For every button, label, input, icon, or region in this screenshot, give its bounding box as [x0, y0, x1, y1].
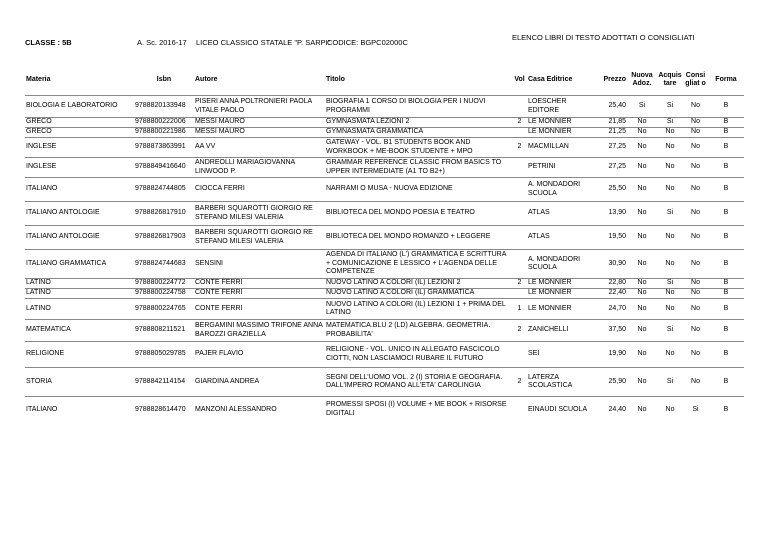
cell-materia: GRECO: [25, 118, 134, 128]
cell-acquis: No: [657, 128, 683, 138]
cell-prezzo: 25,50: [597, 178, 627, 202]
cell-prezzo: 22,80: [597, 279, 627, 289]
cell-titolo: SEGNI DELL'UOMO VOL. 2 (I) STORIA E GEOGRAFIA. DALL'IMPERO ROMANO ALL'ETA' CAROLINGIA: [325, 368, 512, 397]
cell-editrice: LE MONNIER: [527, 128, 597, 138]
cell-vol: [512, 397, 527, 423]
cell-autore: CONTE FERRI: [194, 279, 325, 289]
cell-isbn: 9788873863991: [134, 138, 194, 158]
cell-autore: CIOCCA FERRI: [194, 178, 325, 202]
cell-prezzo: 30,90: [597, 250, 627, 279]
cell-prezzo: 27,25: [597, 138, 627, 158]
cell-forma: B: [708, 202, 744, 226]
table-row: [25, 289, 744, 299]
cell-acquis: No: [657, 178, 683, 202]
table-row: [25, 299, 744, 320]
cell-vol: 2: [512, 138, 527, 158]
cell-editrice: EINAUDI SCUOLA: [527, 397, 597, 423]
cell-isbn: 9788820133948: [134, 96, 194, 118]
cell-nuova: No: [627, 320, 657, 342]
cell-nuova: No: [627, 118, 657, 128]
cell-titolo: NARRAMI O MUSA - NUOVA EDIZIONE: [325, 178, 512, 202]
col-prezzo: Prezzo: [603, 75, 626, 83]
table-row: [25, 250, 744, 279]
cell-consi: No: [683, 202, 708, 226]
cell-titolo: NUOVO LATINO A COLORI (IL) LEZIONI 1 + PRIMA DEL LATINO: [325, 299, 512, 320]
cell-forma: B: [708, 299, 744, 320]
class-label: CLASSE : 5B: [25, 38, 72, 47]
cell-isbn: 9788826817903: [134, 226, 194, 250]
col-forma: Forma: [715, 75, 737, 83]
cell-isbn: 9788849416640: [134, 158, 194, 178]
cell-vol: [512, 178, 527, 202]
cell-autore: BERGAMINI MASSIMO TRIFONE ANNA BAROZZI GRAZIELLA: [194, 320, 325, 342]
cell-editrice: LATERZA SCOLASTICA: [527, 368, 597, 397]
cell-acquis: Si: [657, 279, 683, 289]
cell-consi: No: [683, 158, 708, 178]
table-row: [25, 342, 744, 368]
cell-vol: [512, 202, 527, 226]
cell-editrice: MACMILLAN: [527, 138, 597, 158]
col-materia: Materia: [26, 75, 51, 83]
cell-autore: MESSI MAURO: [194, 118, 325, 128]
cell-editrice: A. MONDADORI SCUOLA: [527, 178, 597, 202]
cell-consi: No: [683, 96, 708, 118]
cell-nuova: No: [627, 289, 657, 299]
col-isbn: Isbn: [156, 75, 172, 83]
cell-materia: INGLESE: [25, 138, 134, 158]
school-name: LICEO CLASSICO STATALE "P. SARPI": [196, 38, 331, 47]
cell-autore: SENSINI: [194, 250, 325, 279]
cell-forma: B: [708, 226, 744, 250]
cell-acquis: Si: [657, 368, 683, 397]
col-titolo: Titolo: [326, 75, 345, 83]
cell-editrice: ATLAS: [527, 226, 597, 250]
cell-titolo: GYMNASMATA GRAMMATICA: [325, 128, 512, 138]
cell-vol: [512, 250, 527, 279]
cell-materia: LATINO: [25, 289, 134, 299]
cell-autore: MANZONI ALESSANDRO: [194, 397, 325, 423]
cell-editrice: ATLAS: [527, 202, 597, 226]
cell-consi: No: [683, 250, 708, 279]
table-row: [25, 226, 744, 250]
cell-prezzo: 37,50: [597, 320, 627, 342]
cell-materia: STORIA: [25, 368, 134, 397]
cell-prezzo: 22,40: [597, 289, 627, 299]
table-row: [25, 96, 744, 118]
cell-acquis: Si: [657, 202, 683, 226]
col-acquis: Acquis tare: [658, 71, 682, 87]
cell-prezzo: 13,90: [597, 202, 627, 226]
table-row: [25, 368, 744, 397]
cell-acquis: Si: [657, 96, 683, 118]
table-row: [25, 138, 744, 158]
cell-isbn: 9788826817910: [134, 202, 194, 226]
cell-forma: B: [708, 118, 744, 128]
cell-acquis: No: [657, 158, 683, 178]
cell-prezzo: 19,50: [597, 226, 627, 250]
cell-autore: PAJER FLAVIO: [194, 342, 325, 368]
cell-consi: Si: [683, 397, 708, 423]
cell-nuova: Si: [627, 96, 657, 118]
cell-acquis: No: [657, 226, 683, 250]
cell-editrice: SEI: [527, 342, 597, 368]
cell-consi: No: [683, 289, 708, 299]
table-row: [25, 128, 744, 138]
cell-editrice: PETRINI: [527, 158, 597, 178]
cell-acquis: No: [657, 138, 683, 158]
cell-acquis: No: [657, 250, 683, 279]
cell-forma: B: [708, 158, 744, 178]
cell-vol: [512, 289, 527, 299]
cell-isbn: 9788824744805: [134, 178, 194, 202]
cell-prezzo: 25,40: [597, 96, 627, 118]
cell-editrice: LOESCHER EDITORE: [527, 96, 597, 118]
cell-nuova: No: [627, 299, 657, 320]
cell-isbn: 9788805029785: [134, 342, 194, 368]
document-title: ELENCO LIBRI DI TESTO ADOTTATI O CONSIGLIATI: [512, 33, 695, 42]
cell-acquis: Si: [657, 320, 683, 342]
cell-forma: B: [708, 320, 744, 342]
table-row: [25, 397, 744, 423]
cell-forma: B: [708, 138, 744, 158]
table-row: [25, 320, 744, 342]
cell-vol: [512, 96, 527, 118]
cell-titolo: GYMNASMATA LEZIONI 2: [325, 118, 512, 128]
table-row: [25, 279, 744, 289]
cell-isbn: 9788800224772: [134, 279, 194, 289]
cell-forma: B: [708, 289, 744, 299]
cell-vol: 1: [512, 299, 527, 320]
cell-materia: ITALIANO: [25, 397, 134, 423]
cell-nuova: No: [627, 202, 657, 226]
cell-consi: No: [683, 178, 708, 202]
col-vol: Vol: [514, 75, 525, 83]
cell-nuova: No: [627, 342, 657, 368]
cell-prezzo: 21,85: [597, 118, 627, 128]
cell-autore: MESSI MAURO: [194, 128, 325, 138]
cell-prezzo: 19,90: [597, 342, 627, 368]
cell-isbn: 9788808211521: [134, 320, 194, 342]
cell-materia: LATINO: [25, 279, 134, 289]
cell-acquis: No: [657, 299, 683, 320]
cell-consi: No: [683, 342, 708, 368]
cell-forma: B: [708, 250, 744, 279]
cell-prezzo: 25,90: [597, 368, 627, 397]
cell-consi: No: [683, 279, 708, 289]
cell-forma: B: [708, 178, 744, 202]
cell-editrice: A. MONDADORI SCUOLA: [527, 250, 597, 279]
cell-vol: 2: [512, 118, 527, 128]
cell-forma: B: [708, 128, 744, 138]
cell-nuova: No: [627, 368, 657, 397]
cell-consi: No: [683, 299, 708, 320]
cell-consi: No: [683, 320, 708, 342]
cell-prezzo: 27,25: [597, 158, 627, 178]
cell-autore: ANDREOLLI MARIAGIOVANNA LINWOOD P.: [194, 158, 325, 178]
cell-autore: BARBERI SQUAROTTI GIORGIO RE STEFANO MILESI VALERIA: [194, 202, 325, 226]
cell-forma: B: [708, 397, 744, 423]
cell-prezzo: 24,70: [597, 299, 627, 320]
col-consi: Consi gliat o: [685, 71, 706, 87]
cell-nuova: No: [627, 138, 657, 158]
cell-acquis: Si: [657, 118, 683, 128]
cell-materia: ITALIANO GRAMMATICA: [25, 250, 134, 279]
cell-isbn: 9788800224765: [134, 299, 194, 320]
cell-forma: B: [708, 342, 744, 368]
cell-nuova: No: [627, 226, 657, 250]
cell-nuova: No: [627, 128, 657, 138]
cell-autore: AA VV: [194, 138, 325, 158]
school-year: A. Sc. 2016-17: [137, 38, 187, 47]
cell-titolo: GRAMMAR REFERENCE CLASSIC FROM BASICS TO UPPER INTERMEDIATE (A1 TO B2+): [325, 158, 512, 178]
cell-forma: B: [708, 96, 744, 118]
cell-titolo: GATEWAY - VOL. B1 STUDENTS BOOK AND WORKBOOK + ME-BOOK STUDENTE + MPO: [325, 138, 512, 158]
cell-materia: ITALIANO ANTOLOGIE: [25, 202, 134, 226]
cell-nuova: No: [627, 250, 657, 279]
cell-autore: GIARDINA ANDREA: [194, 368, 325, 397]
cell-acquis: No: [657, 289, 683, 299]
cell-prezzo: 21,25: [597, 128, 627, 138]
cell-autore: PISERI ANNA POLTRONIERI PAOLA VITALE PAOLO: [194, 96, 325, 118]
textbook-table: [25, 65, 744, 423]
cell-acquis: No: [657, 397, 683, 423]
cell-titolo: NUOVO LATINO A COLORI (IL) GRAMMATICA: [325, 289, 512, 299]
table-row: [25, 118, 744, 128]
cell-vol: [512, 128, 527, 138]
cell-materia: RELIGIONE: [25, 342, 134, 368]
cell-titolo: RELIGIONE - VOL. UNICO IN ALLEGATO FASCICOLO CIOTTI, NON LASCIAMOCI RUBARE IL FUTURO: [325, 342, 512, 368]
cell-editrice: LE MONNIER: [527, 299, 597, 320]
cell-titolo: MATEMATICA.BLU 2 (LD) ALGEBRA. GEOMETRIA. PROBABILITA': [325, 320, 512, 342]
cell-nuova: No: [627, 178, 657, 202]
cell-materia: INGLESE: [25, 158, 134, 178]
cell-titolo: BIOGRAFIA 1 CORSO DI BIOLOGIA PER I NUOVI PROGRAMMI: [325, 96, 512, 118]
cell-materia: GRECO: [25, 128, 134, 138]
cell-vol: [512, 342, 527, 368]
table-row: [25, 158, 744, 178]
cell-materia: LATINO: [25, 299, 134, 320]
cell-autore: CONTE FERRI: [194, 289, 325, 299]
cell-autore: CONTE FERRI: [194, 299, 325, 320]
cell-vol: [512, 158, 527, 178]
cell-editrice: LE MONNIER: [527, 289, 597, 299]
cell-editrice: LE MONNIER: [527, 279, 597, 289]
school-code: CODICE: BGPC02000C: [327, 38, 408, 47]
col-autore: Autore: [195, 75, 218, 83]
cell-isbn: 9788828614470: [134, 397, 194, 423]
table-row: [25, 202, 744, 226]
col-nuova: Nuova Adoz.: [631, 71, 653, 87]
cell-consi: No: [683, 118, 708, 128]
cell-materia: ITALIANO: [25, 178, 134, 202]
cell-titolo: BIBLIOTECA DEL MONDO ROMANZO + LEGGERE: [325, 226, 512, 250]
cell-isbn: 9788842114154: [134, 368, 194, 397]
table-row: [25, 178, 744, 202]
cell-consi: No: [683, 128, 708, 138]
cell-titolo: NUOVO LATINO A COLORI (IL) LEZIONI 2: [325, 279, 512, 289]
cell-vol: 2: [512, 368, 527, 397]
cell-prezzo: 24,40: [597, 397, 627, 423]
cell-consi: No: [683, 368, 708, 397]
cell-nuova: No: [627, 397, 657, 423]
cell-isbn: 9788800224758: [134, 289, 194, 299]
cell-isbn: 9788800222006: [134, 118, 194, 128]
cell-forma: B: [708, 279, 744, 289]
cell-isbn: 9788824744683: [134, 250, 194, 279]
cell-vol: 2: [512, 320, 527, 342]
cell-autore: BARBERI SQUAROTTI GIORGIO RE STEFANO MILESI VALERIA: [194, 226, 325, 250]
cell-titolo: AGENDA DI ITALIANO (L') GRAMMATICA E SCRITTURA + COMUNICAZIONE E LESSICO + L'AGENDA DELLE COMPETENZE: [325, 250, 512, 279]
cell-materia: BIOLOGIA E LABORATORIO: [25, 96, 134, 118]
cell-nuova: No: [627, 279, 657, 289]
cell-consi: No: [683, 226, 708, 250]
table-header-row: [25, 65, 744, 96]
cell-titolo: BIBLIOTECA DEL MONDO POESIA E TEATRO: [325, 202, 512, 226]
cell-isbn: 9788800221986: [134, 128, 194, 138]
cell-vol: 2: [512, 279, 527, 289]
cell-editrice: LE MONNIER: [527, 118, 597, 128]
cell-titolo: PROMESSI SPOSI (I) VOLUME + ME BOOK + RISORSE DIGITALI: [325, 397, 512, 423]
cell-acquis: No: [657, 342, 683, 368]
cell-consi: No: [683, 138, 708, 158]
cell-vol: [512, 226, 527, 250]
cell-materia: MATEMATICA: [25, 320, 134, 342]
col-editrice: Casa Editrice: [528, 75, 573, 83]
cell-forma: B: [708, 368, 744, 397]
cell-nuova: No: [627, 158, 657, 178]
cell-materia: ITALIANO ANTOLOGIE: [25, 226, 134, 250]
cell-editrice: ZANICHELLI: [527, 320, 597, 342]
